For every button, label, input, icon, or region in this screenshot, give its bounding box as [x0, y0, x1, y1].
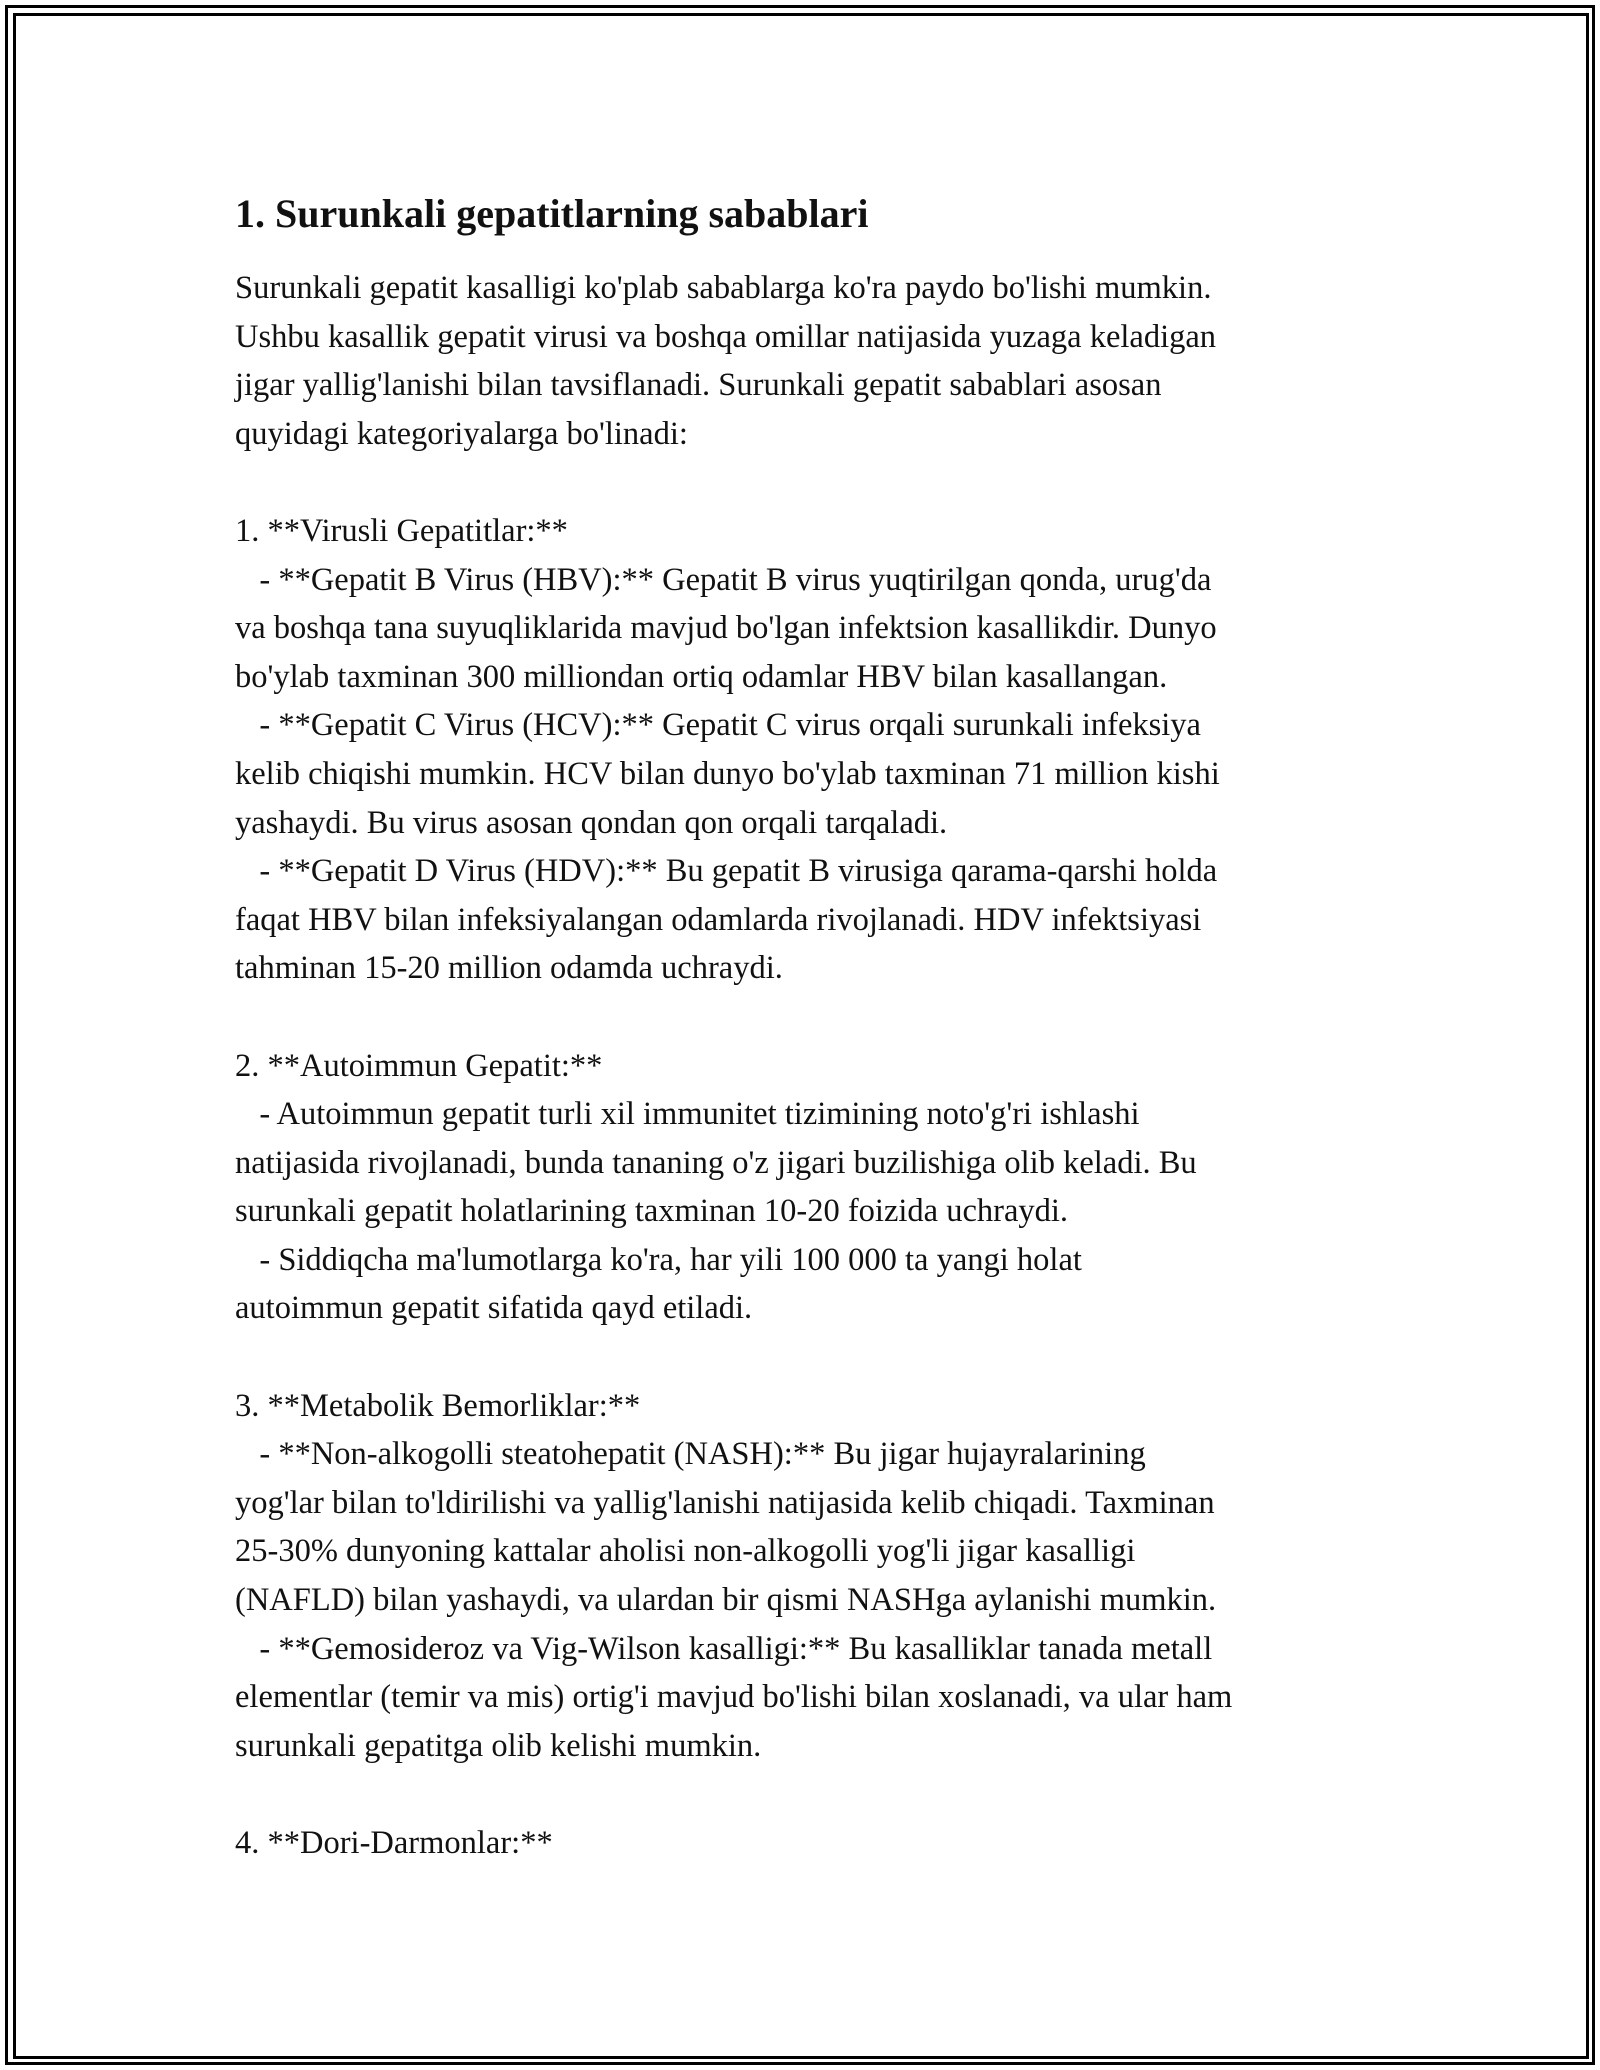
- text-line: elementlar (temir va mis) ortig'i mavjud bo'lishi bilan xoslanadi, va ular ham: [235, 1679, 1233, 1716]
- text-line: surunkali gepatit holatlarining taxminan 10-20 foizida uchraydi.: [235, 1193, 1069, 1230]
- blank-line: [235, 993, 1375, 1042]
- text-line: (NAFLD) bilan yashaydi, va ulardan bir qismi NASHga aylanishi mumkin.: [235, 1582, 1217, 1619]
- text-line: bo'ylab taxminan 300 milliondan ortiq odamlar HBV bilan kasallangan.: [235, 658, 1168, 695]
- blank-line: [235, 458, 1375, 507]
- text-line: autoimmun gepatit sifatida qayd etiladi.: [235, 1290, 753, 1327]
- text-line: kelib chiqishi mumkin. HCV bilan dunyo bo'ylab taxminan 71 million kishi: [235, 755, 1220, 792]
- text-line: quyidagi kategoriyalarga bo'linadi:: [235, 415, 688, 452]
- text-line: surunkali gepatitga olib kelishi mumkin.: [235, 1727, 762, 1764]
- blank-line: [235, 1770, 1375, 1819]
- text-line: - **Gepatit B Virus (HBV):** Gepatit B virus yuqtirilgan qonda, urug'da: [235, 561, 1212, 598]
- text-line: 25-30% dunyoning kattalar aholisi non-alkogolli yog'li jigar kasalligi: [235, 1533, 1136, 1570]
- text-line: - Siddiqcha ma'lumotlarga ko'ra, har yili 100 000 ta yangi holat: [235, 1241, 1082, 1278]
- text-line: - **Non-alkogolli steatohepatit (NASH):** Bu jigar hujayralarining: [235, 1436, 1146, 1473]
- text-line: yog'lar bilan to'ldirilishi va yallig'lanishi natijasida kelib chiqadi. Taxminan: [235, 1484, 1215, 1521]
- list-heading-dori: 4. **Dori-Darmonlar:**: [235, 1825, 553, 1861]
- text-line: natijasida rivojlanadi, bunda tananing o'z jigari buzilishiga olib keladi. Bu: [235, 1144, 1197, 1181]
- text-line: - **Gepatit D Virus (HDV):** Bu gepatit B virusiga qarama-qarshi holda: [235, 853, 1218, 890]
- text-line: Ushbu kasallik gepatit virusi va boshqa omillar natijasida yuzaga keladigan: [235, 318, 1217, 355]
- text-line: jigar yallig'lanishi bilan tavsiflanadi. Surunkali gepatit sabablari asosan: [235, 367, 1162, 404]
- text-line: faqat HBV bilan infeksiyalangan odamlarda rivojlanadi. HDV infektsiyasi: [235, 901, 1202, 938]
- blank-line: [235, 1333, 1375, 1382]
- list-heading-autoimmun: 2. **Autoimmun Gepatit:**: [235, 1047, 603, 1084]
- text-line: - Autoimmun gepatit turli xil immunitet tizimining noto'g'ri ishlashi: [235, 1096, 1140, 1133]
- text-line: - **Gemosideroz va Vig-Wilson kasalligi:** Bu kasalliklar tanada metall: [235, 1630, 1213, 1667]
- list-heading-metabolik: 3. **Metabolik Bemorliklar:**: [235, 1387, 641, 1424]
- text-line: - **Gepatit C Virus (HCV):** Gepatit C virus orqali surunkali infeksiya: [235, 707, 1201, 744]
- document-body: [235, 188, 1375, 1868]
- document-text: [235, 264, 1375, 1868]
- text-line: Surunkali gepatit kasalligi ko'plab sabablarga ko'ra paydo bo'lishi mumkin.: [235, 270, 1212, 306]
- list-heading-virusli: 1. **Virusli Gepatitlar:**: [235, 512, 568, 549]
- text-line: tahminan 15-20 million odamda uchraydi.: [235, 950, 783, 987]
- text-line: yashaydi. Bu virus asosan qondan qon orqali tarqaladi.: [235, 804, 948, 841]
- section-title: 1. Surunkali gepatitlarning sabablari: [235, 191, 869, 236]
- text-line: va boshqa tana suyuqliklarida mavjud bo'lgan infektsion kasallikdir. Dunyo: [235, 610, 1217, 647]
